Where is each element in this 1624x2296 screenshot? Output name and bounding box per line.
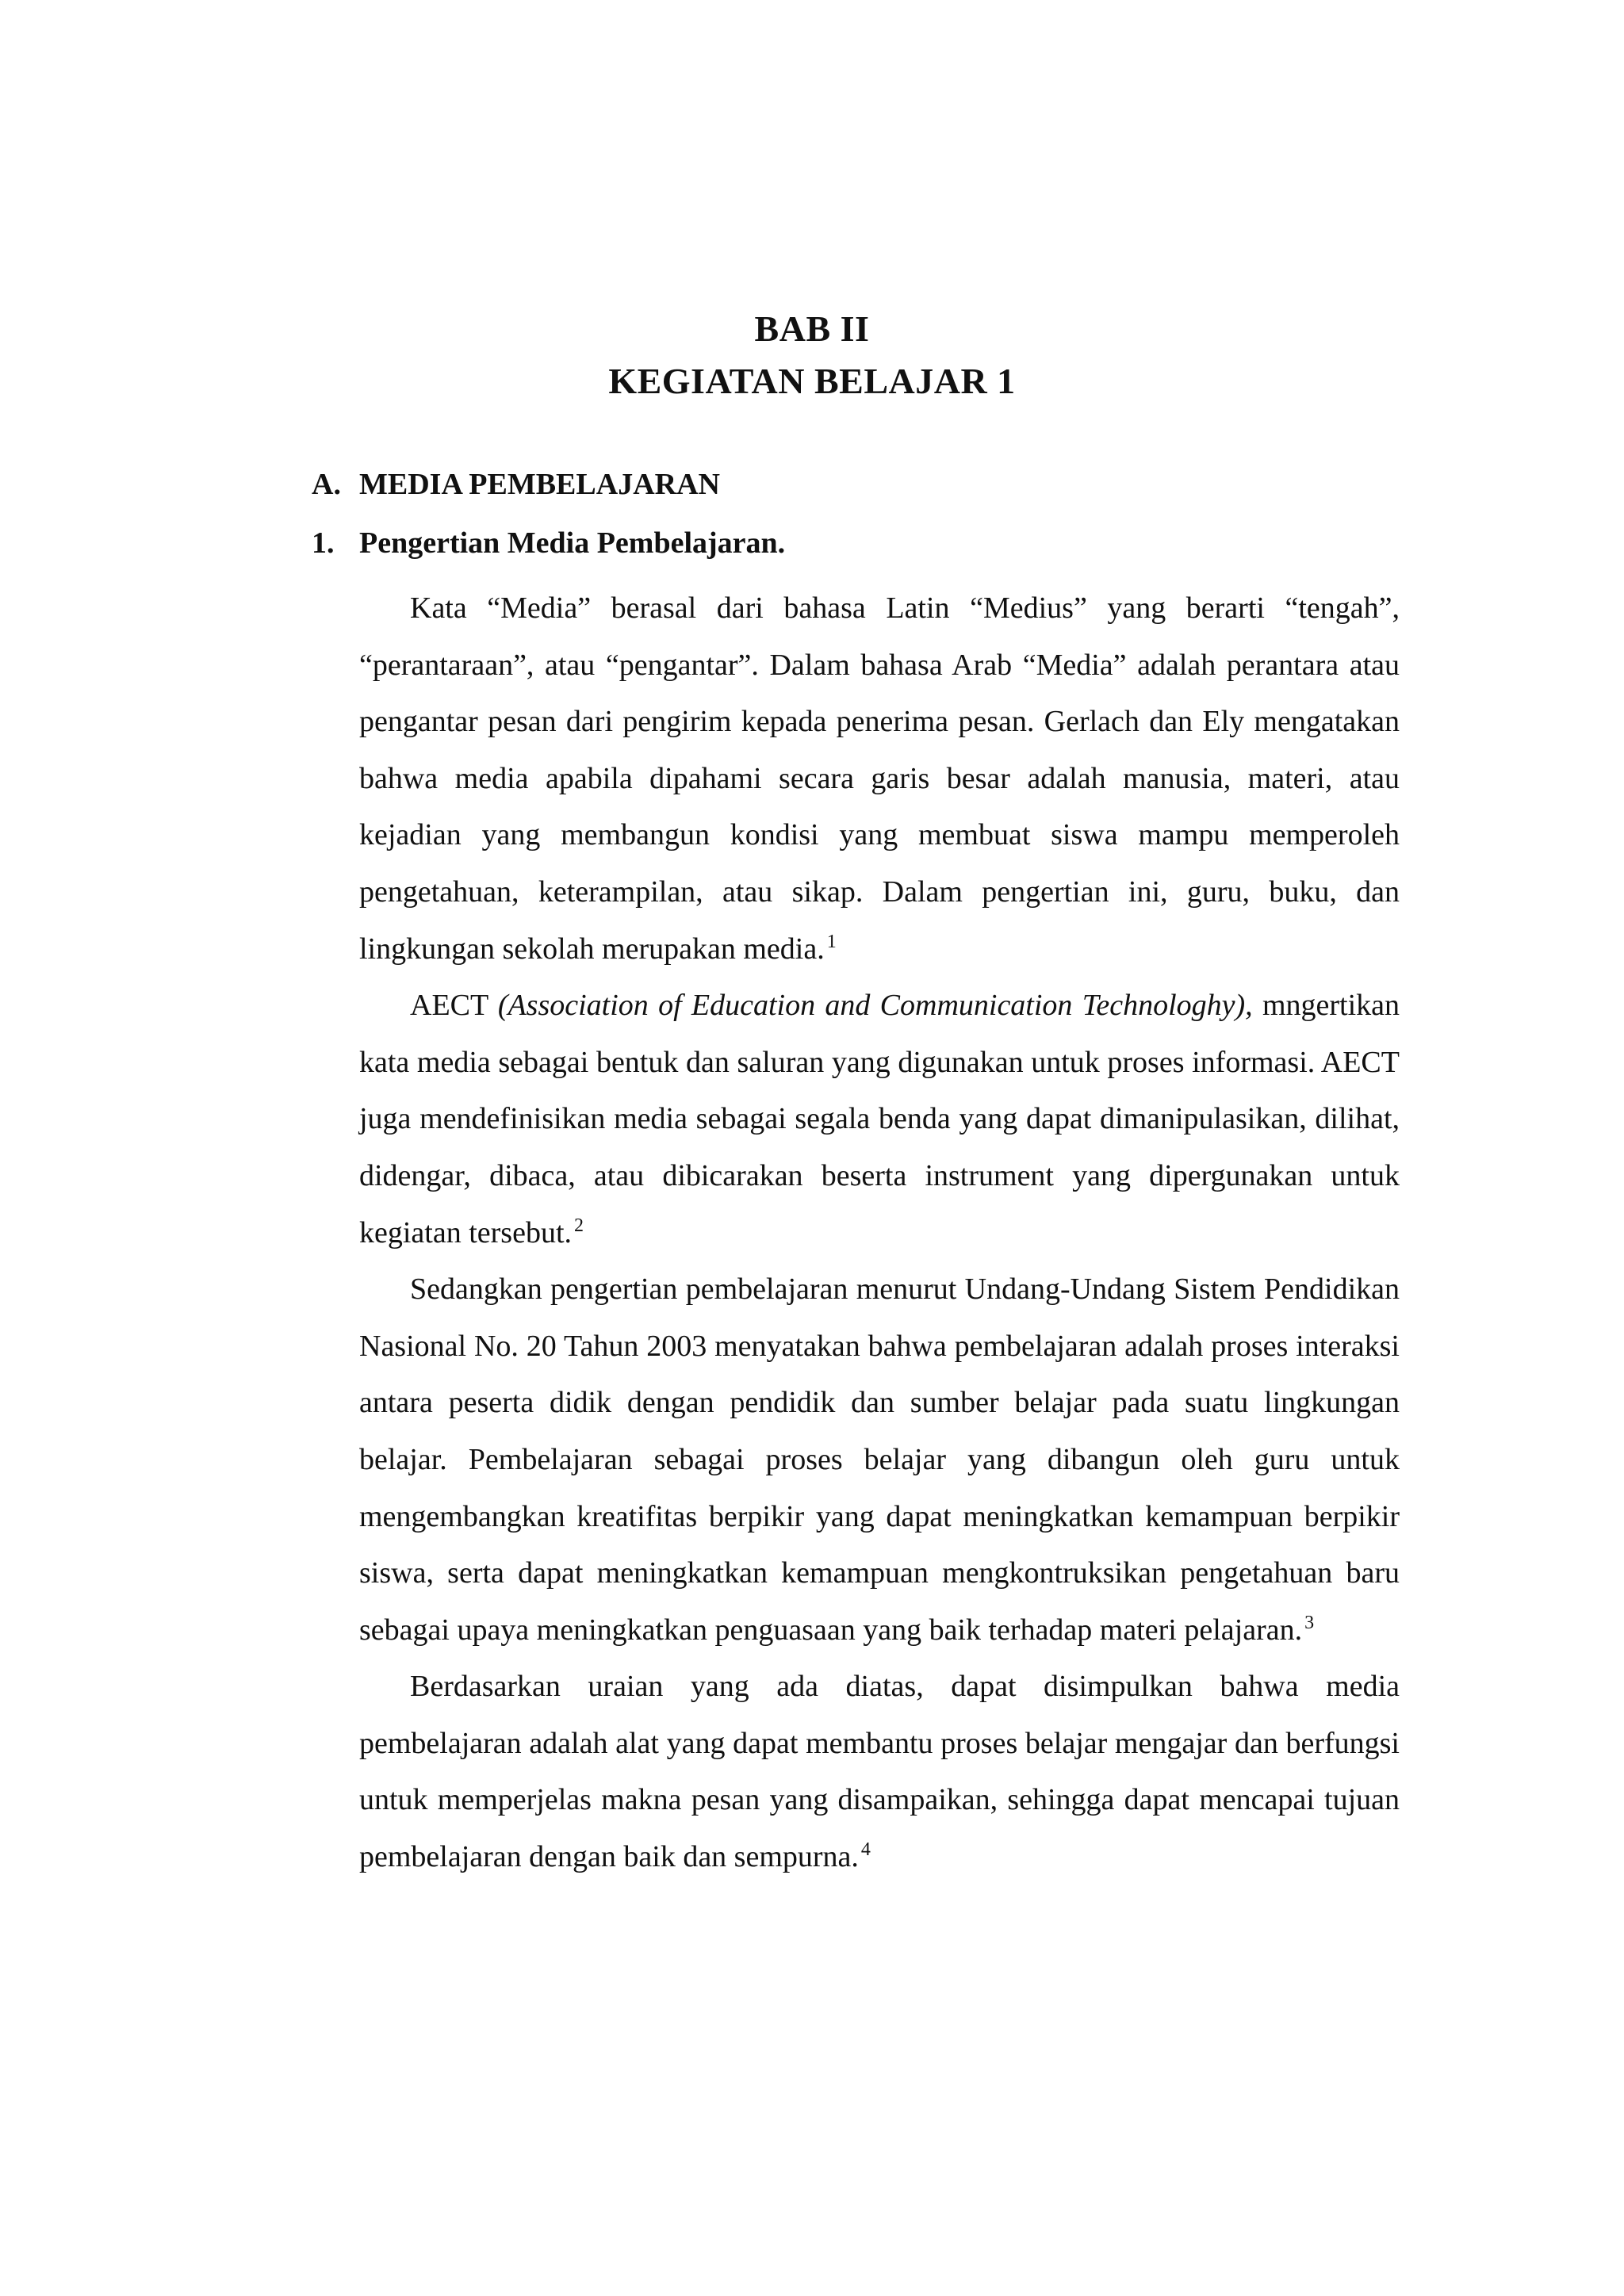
paragraph-text: Berdasarkan uraian yang ada diatas, dapat disimpulkan bahwa media pembelajaran adalah alat yang dapat membantu proses belajar mengajar dan berfungsi untuk memperjelas makna pesan yang disampaikan, sehingga dapat mencapai tujuan pembelajaran dengan baik dan sempurna.: [359, 1670, 1400, 1874]
chapter-title: KEGIATAN BELAJAR 1: [608, 361, 1016, 401]
footnote-marker: 3: [1304, 1613, 1315, 1634]
footnote-marker: 1: [826, 931, 837, 952]
paragraph-lead: AECT: [410, 989, 488, 1023]
chapter-number: BAB II: [754, 308, 870, 349]
section-title: MEDIA PEMBELAJARAN: [359, 468, 720, 501]
subsection-heading: [312, 523, 785, 563]
paragraph: [359, 1261, 1400, 1659]
subsection-title: Pengertian Media Pembelajaran.: [359, 526, 786, 560]
footnote-marker: 2: [574, 1215, 584, 1236]
footnote-marker: 4: [860, 1839, 871, 1861]
paragraph: [359, 978, 1400, 1261]
section-heading: [312, 465, 720, 504]
chapter-heading: [0, 303, 1624, 408]
paragraph-italic-term: (Association of Education and Communication Technologhy),: [497, 989, 1253, 1023]
body-text: [359, 580, 1400, 1886]
paragraph-text: mngertikan kata media sebagai bentuk dan saluran yang digunakan untuk proses informasi. AECT juga mendefinisikan media sebagai segala benda yang dapat dimanipulasikan, dilihat, didengar, dibaca, atau dibicarakan beserta instrument yang dipergunakan untuk kegiatan tersebut.: [359, 989, 1400, 1249]
paragraph: [359, 580, 1400, 978]
paragraph: [359, 1659, 1400, 1885]
paragraph-text: Sedangkan pengertian pembelajaran menurut Undang-Undang Sistem Pendidikan Nasional No. 20 Tahun 2003 menyatakan bahwa pembelajaran adalah proses interaksi antara peserta didik dengan pendidik dan sumber belajar pada suatu lingkungan belajar. Pembelajaran sebagai proses belajar yang dibangun oleh guru untuk mengembangkan kreatifitas berpikir yang dapat meningkatkan kemampuan berpikir siswa, serta dapat meningkatkan kemampuan mengkontruksikan pengetahuan baru sebagai upaya meningkatkan penguasaan yang baik terhadap materi pelajaran.: [359, 1272, 1400, 1647]
subsection-number: 1.: [312, 526, 335, 560]
section-number: A.: [312, 468, 341, 501]
paragraph-text: Kata “Media” berasal dari bahasa Latin “Medius” yang berarti “tengah”, “perantaraan”, atau “pengantar”. Dalam bahasa Arab “Media” adalah perantara atau pengantar pesan dari pengirim kepada penerima pesan. Gerlach dan Ely mengatakan bahwa media apabila dipahami secara garis besar adalah manusia, materi, atau kejadian yang membangun kondisi yang membuat siswa mampu memperoleh pengetahuan, keterampilan, atau sikap. Dalam pengertian ini, guru, buku, dan lingkungan sekolah merupakan media.: [359, 591, 1400, 966]
